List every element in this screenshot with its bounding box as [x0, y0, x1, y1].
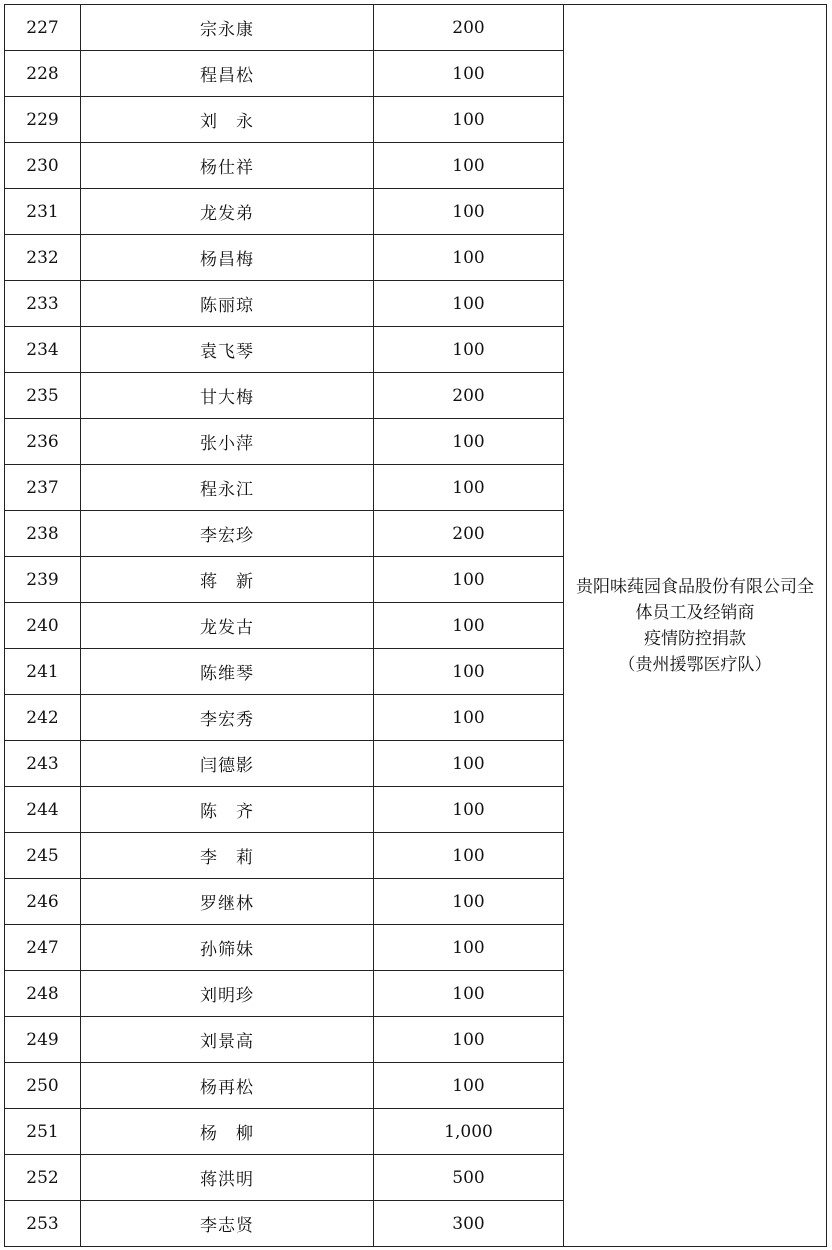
donor-name-cell: 程永江 [81, 465, 374, 511]
donor-name-cell: 程昌松 [81, 51, 374, 97]
donation-amount-cell: 300 [374, 1201, 564, 1247]
donor-name-cell: 龙发古 [81, 603, 374, 649]
row-number-cell: 249 [5, 1017, 81, 1063]
donation-amount-cell: 100 [374, 465, 564, 511]
row-number-cell: 232 [5, 235, 81, 281]
donor-name-cell: 陈维琴 [81, 649, 374, 695]
row-number-cell: 251 [5, 1109, 81, 1155]
row-number-cell: 229 [5, 97, 81, 143]
table-body [5, 5, 827, 1247]
row-number-cell: 238 [5, 511, 81, 557]
row-number-cell: 234 [5, 327, 81, 373]
row-number-cell: 240 [5, 603, 81, 649]
donor-name-cell: 刘明珍 [81, 971, 374, 1017]
row-number-cell: 252 [5, 1155, 81, 1201]
donor-name-cell: 张小萍 [81, 419, 374, 465]
donor-name-cell: 罗继林 [81, 879, 374, 925]
donor-name-cell: 甘大梅 [81, 373, 374, 419]
donor-name-cell: 杨 柳 [81, 1109, 374, 1155]
row-number-cell: 245 [5, 833, 81, 879]
donor-name-cell: 杨仕祥 [81, 143, 374, 189]
row-number-cell: 227 [5, 5, 81, 51]
row-number-cell: 241 [5, 649, 81, 695]
donor-name-cell: 李志贤 [81, 1201, 374, 1247]
donation-amount-cell: 100 [374, 787, 564, 833]
table-row [5, 5, 827, 51]
note-text-line1: 贵阳味莼园食品股份有限公司全 [576, 576, 814, 597]
donation-amount-cell: 200 [374, 373, 564, 419]
donation-amount-cell: 100 [374, 1063, 564, 1109]
donor-name-cell: 蒋 新 [81, 557, 374, 603]
row-number-cell: 235 [5, 373, 81, 419]
donor-name-cell: 宗永康 [81, 5, 374, 51]
row-number-cell: 243 [5, 741, 81, 787]
donor-name-cell: 李 莉 [81, 833, 374, 879]
donor-name-cell: 陈 齐 [81, 787, 374, 833]
donation-amount-cell: 100 [374, 51, 564, 97]
row-number-cell: 230 [5, 143, 81, 189]
donation-amount-cell: 100 [374, 649, 564, 695]
donation-amount-cell: 100 [374, 327, 564, 373]
row-number-cell: 239 [5, 557, 81, 603]
donation-amount-cell: 200 [374, 5, 564, 51]
row-number-cell: 248 [5, 971, 81, 1017]
donor-name-cell: 闫德影 [81, 741, 374, 787]
donation-amount-cell: 1,000 [374, 1109, 564, 1155]
donation-amount-cell: 100 [374, 97, 564, 143]
donor-name-cell: 蒋洪明 [81, 1155, 374, 1201]
donation-amount-cell: 200 [374, 511, 564, 557]
donor-name-cell: 袁飞琴 [81, 327, 374, 373]
donor-name-cell: 杨昌梅 [81, 235, 374, 281]
donation-amount-cell: 100 [374, 603, 564, 649]
donor-name-cell: 李宏珍 [81, 511, 374, 557]
donation-amount-cell: 100 [374, 695, 564, 741]
row-number-cell: 253 [5, 1201, 81, 1247]
donation-note-cell [564, 5, 827, 1247]
donation-amount-cell: 100 [374, 1017, 564, 1063]
row-number-cell: 237 [5, 465, 81, 511]
row-number-cell: 228 [5, 51, 81, 97]
donation-amount-cell: 100 [374, 741, 564, 787]
row-number-cell: 236 [5, 419, 81, 465]
row-number-cell: 233 [5, 281, 81, 327]
donor-name-cell: 刘 永 [81, 97, 374, 143]
donor-name-cell: 李宏秀 [81, 695, 374, 741]
row-number-cell: 246 [5, 879, 81, 925]
row-number-cell: 247 [5, 925, 81, 971]
donation-amount-cell: 500 [374, 1155, 564, 1201]
donation-amount-cell: 100 [374, 189, 564, 235]
donation-amount-cell: 100 [374, 143, 564, 189]
donor-name-cell: 孙筛妹 [81, 925, 374, 971]
donation-amount-cell: 100 [374, 557, 564, 603]
note-text-line3: 疫情防控捐款 [644, 628, 746, 649]
note-text-line4: （贵州援鄂医疗队） [618, 654, 772, 675]
donation-amount-cell: 100 [374, 281, 564, 327]
donation-amount-cell: 100 [374, 879, 564, 925]
donor-name-cell: 陈丽琼 [81, 281, 374, 327]
donor-name-cell: 龙发弟 [81, 189, 374, 235]
donor-name-cell: 杨再松 [81, 1063, 374, 1109]
donation-amount-cell: 100 [374, 419, 564, 465]
donation-amount-cell: 100 [374, 235, 564, 281]
row-number-cell: 244 [5, 787, 81, 833]
donation-table [4, 4, 827, 1247]
donation-amount-cell: 100 [374, 925, 564, 971]
donation-amount-cell: 100 [374, 833, 564, 879]
donor-name-cell: 刘景高 [81, 1017, 374, 1063]
row-number-cell: 242 [5, 695, 81, 741]
row-number-cell: 231 [5, 189, 81, 235]
row-number-cell: 250 [5, 1063, 81, 1109]
donation-amount-cell: 100 [374, 971, 564, 1017]
note-text-line2: 体员工及经销商 [635, 602, 755, 623]
